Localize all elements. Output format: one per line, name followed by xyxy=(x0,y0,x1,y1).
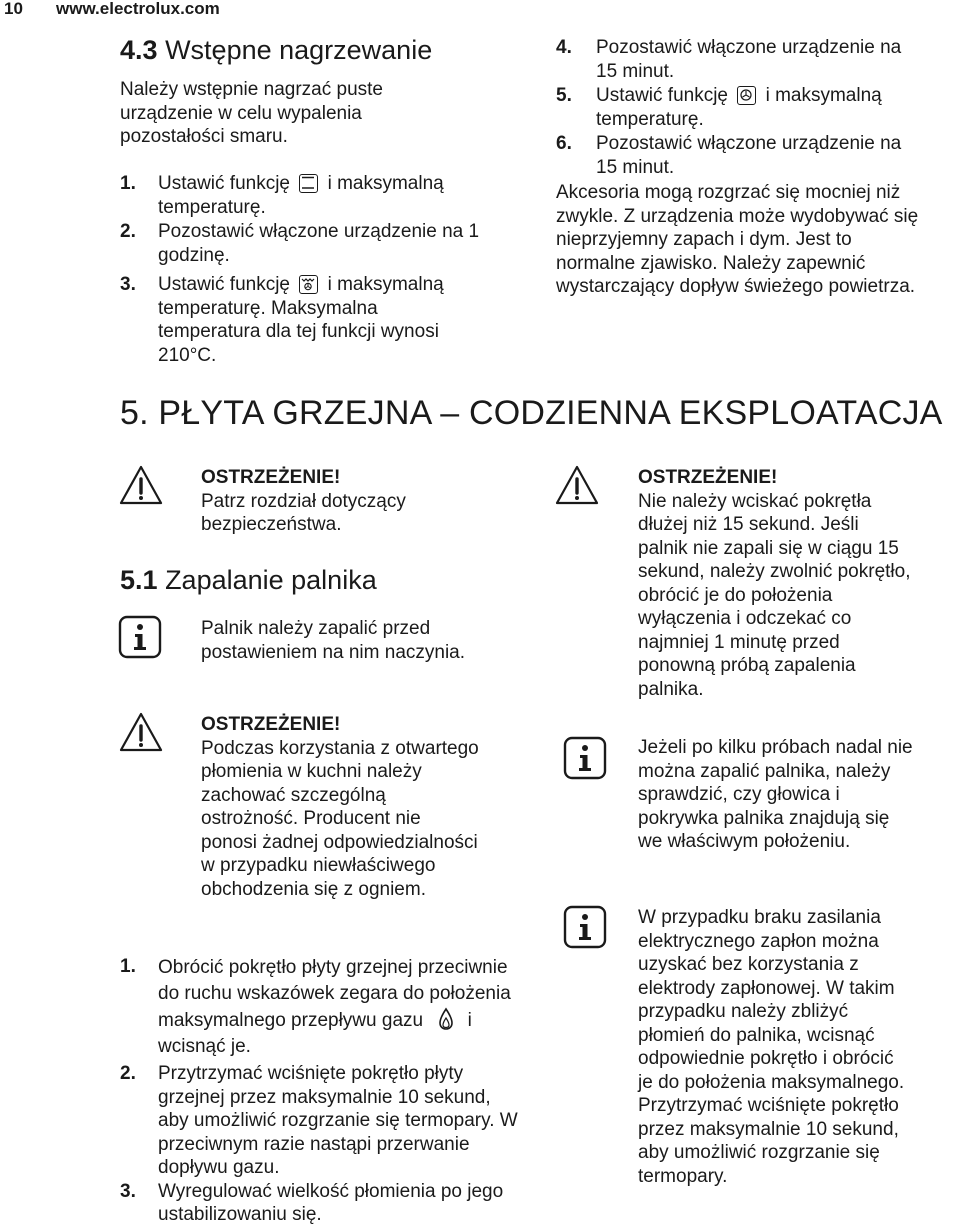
step-text-after: i maksymalną temperaturę. xyxy=(596,85,882,130)
step-text-before: Obrócić pokrętło płyty grzejnej przeciwnie do ruchu wskazówek zegara do położenia maksymalnego przepływu gazu xyxy=(158,957,511,1031)
preheat-note: Akcesoria mogą rozgrzać się mocniej niż zwykle. Z urządzenia może wydobywać się nieprzyjemny zapach i dym. Jest to normalne zjawisko. Należy zapewnić wystarczający dopływ świeżego powietrza. xyxy=(556,182,919,297)
step-number: 1. xyxy=(120,956,136,977)
step-number: 4. xyxy=(556,37,572,58)
ignite-step-1 xyxy=(120,955,520,1060)
step-text: Pozostawić włączone urządzenie na 15 minut. xyxy=(596,37,902,82)
step-text-before: Ustawić funkcję xyxy=(158,173,290,194)
flame-icon xyxy=(438,1007,454,1031)
top-bottom-heat-icon xyxy=(299,174,318,193)
step-text: Pozostawić włączone urządzenie na 1 godzinę. xyxy=(158,221,480,266)
step-text-before: Ustawić funkcję xyxy=(158,274,290,295)
ignite-step-3 xyxy=(120,1180,520,1227)
fan-icon xyxy=(737,86,756,105)
warning-title: OSTRZEŻENIE! xyxy=(201,714,341,735)
info-block-2: W przypadku braku zasilania elektrycznego zapłon można uzyskać bez korzystania z elektrody zapłonowej. W takim przypadku należy zbliżyć płomień do palnika, wcisnąć odpowiednie pokrętło i obrócić je do położenia maksymalnego. Przytrzymać wciśnięte pokrętło przez maksymalnie 10 sekund, aby umożliwić rozgrzanie się termopary. xyxy=(638,907,905,1187)
warning-text: Patrz rozdział dotyczący bezpieczeństwa. xyxy=(201,490,406,535)
info-icon xyxy=(118,615,162,659)
step-text-after: i wcisnąć je. xyxy=(158,1010,472,1057)
info-icon xyxy=(563,736,607,780)
warning-text: Nie należy wciskać pokrętła dłużej niż 15 sekund. Jeśli palnik nie zapali się w ciągu 15 sekund, należy zwolnić pokrętło, obrócić je do położenia wyłączenia i odczekać co najmniej 1 minutę przed ponowną próbą zapalenia palnika. xyxy=(638,490,911,700)
warning-block-2 xyxy=(201,713,481,901)
ignite-heading xyxy=(120,565,377,595)
preheat-step-2 xyxy=(120,220,485,267)
step-text: Przytrzymać wciśnięte pokrętło płyty grzejnej przez maksymalnie 10 sekund, aby umożliwić rozgrzanie się termopary. W przeciwnym razie nastąpi przerwanie dopływu gazu. xyxy=(158,1063,518,1178)
info-icon xyxy=(563,905,607,949)
section-title xyxy=(120,393,943,433)
preheat-steps xyxy=(120,172,485,367)
step-text xyxy=(158,955,518,1060)
info-block-1: Jeżeli po kilku próbach nadal nie można zapalić palnika, należy sprawdzić, czy głowica i pokrywka palnika znajdują się we właściwym położeniu. xyxy=(638,737,913,852)
step-number: 3. xyxy=(120,1180,136,1202)
ignite-steps xyxy=(120,955,520,1227)
website-url: www.electrolux.com xyxy=(56,0,220,18)
warning-title: OSTRZEŻENIE! xyxy=(638,467,778,488)
warning-text: Podczas korzystania z otwartego płomienia w kuchni należy zachować szczególną ostrożność. Producent nie ponosi żadnej odpowiedzialności w przypadku niewłaściwego obchodzenia się z ogniem. xyxy=(201,737,479,900)
section-title-text: PŁYTA GRZEJNA – CODZIENNA EKSPLOATACJA xyxy=(158,394,943,432)
preheat-step-4 xyxy=(556,36,936,83)
warning-triangle-icon xyxy=(118,711,164,753)
preheat-step-5 xyxy=(556,84,936,131)
step-number: 2. xyxy=(120,221,136,242)
warning-block-1 xyxy=(201,466,491,537)
warning-triangle-icon xyxy=(554,464,600,506)
preheat-heading-num: 4.3 xyxy=(120,35,158,65)
preheat-steps-continued xyxy=(556,36,936,299)
preheat-intro: Należy wstępnie nagrzać puste urządzenie w celu wypalenia pozostałości smaru. xyxy=(120,79,383,147)
ignite-info: Palnik należy zapalić przed postawieniem na nim naczynia. xyxy=(201,618,466,663)
step-text: Wyregulować wielkość płomienia po jego ustabilizowaniu się. xyxy=(158,1180,504,1225)
preheat-heading xyxy=(120,35,450,65)
step-number: 5. xyxy=(556,85,572,106)
step-text: Pozostawić włączone urządzenie na 15 minut. xyxy=(596,133,902,178)
step-number: 6. xyxy=(556,133,572,154)
ignite-heading-num: 5.1 xyxy=(120,565,158,595)
page-number: 10 xyxy=(4,0,23,18)
warning-block-3 xyxy=(638,466,913,701)
preheat-heading-text: Wstępne nagrzewanie xyxy=(165,35,433,65)
preheat-step-6 xyxy=(556,132,936,179)
step-text-after: i maksymalną temperaturę. xyxy=(158,173,444,218)
step-text xyxy=(596,84,931,131)
step-text xyxy=(158,172,485,219)
step-number: 3. xyxy=(120,274,136,295)
section-num: 5. xyxy=(120,394,149,432)
step-text-before: Ustawić funkcję xyxy=(596,85,728,106)
step-number: 1. xyxy=(120,173,136,194)
warning-triangle-icon xyxy=(118,464,164,506)
preheat-step-3 xyxy=(120,273,485,367)
step-number: 2. xyxy=(120,1063,136,1084)
ignite-step-2 xyxy=(120,1062,520,1180)
ignite-heading-text: Zapalanie palnika xyxy=(165,565,377,595)
warning-title: OSTRZEŻENIE! xyxy=(201,467,341,488)
step-text xyxy=(158,273,485,367)
step-text-after: i maksymalną temperaturę. Maksymalna temperatura dla tej funkcji wynosi 210°C. xyxy=(158,274,444,366)
preheat-step-1 xyxy=(120,172,485,219)
grill-fan-icon xyxy=(299,275,318,294)
